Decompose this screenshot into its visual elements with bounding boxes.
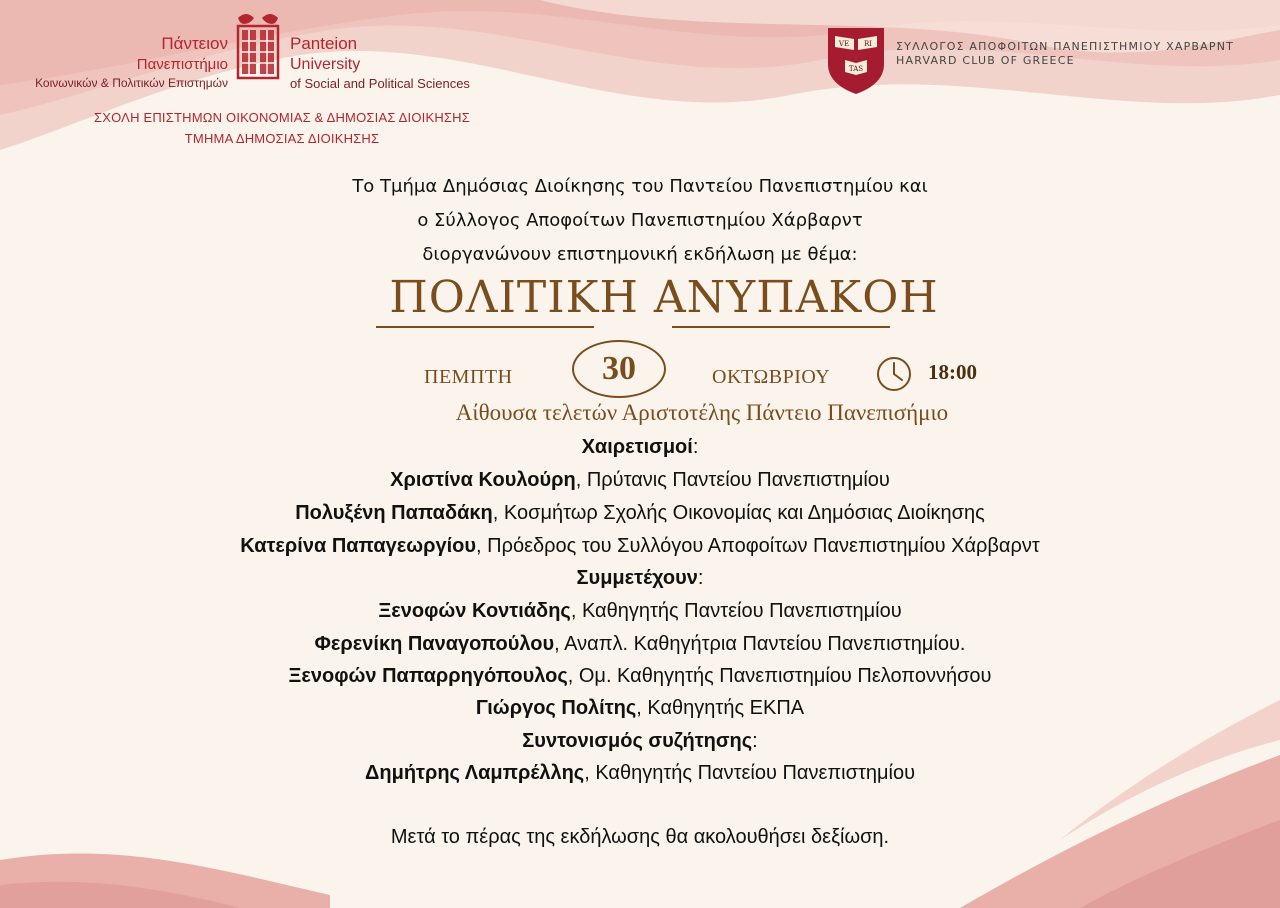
speaker-name: Κατερίνα Παπαγεωργίου [240, 535, 477, 557]
speaker-name: Ξενοφών Κοντιάδης [378, 600, 571, 622]
title-underline-right [672, 326, 890, 328]
intro-line-3: διοργανώνουν επιστημονική εκδήλωση με θέμα: [422, 244, 858, 265]
panteion-name-english-2: University [290, 56, 361, 73]
panteion-emblem-icon [234, 10, 282, 82]
speaker-name: Ξενοφών Παπαρρηγόπουλος [288, 665, 568, 687]
moderator-item: Δημήτρης Λαμπρέλλης, Καθηγητής Παντείου Πανεπιστημίου [364, 762, 916, 784]
panteion-name-greek-1: Πάντειον [161, 34, 228, 53]
speaker-name: Γιώργος Πολίτης [475, 697, 637, 719]
intro-line-1: Το Τμήμα Δημόσιας Διοίκησης του Παντείου Πανεπιστημίου και [352, 176, 928, 197]
participant-item: Ξενοφών Παπαρρηγόπουλος, Ομ. Καθηγητής Πανεπιστημίου Πελοποννήσου [288, 665, 992, 687]
speaker-role: Πρύτανις Παντείου Πανεπιστημίου [586, 469, 890, 491]
greeting-item: Πολυξένη Παπαδάκη, Κοσμήτωρ Σχολής Οικονομίας και Δημόσιας Διοίκησης [295, 502, 985, 524]
closing-note: Μετά το πέρας της εκδήλωσης θα ακολουθήσει δεξίωση. [390, 826, 890, 848]
harvard-club-greek: ΣΥΛΛΟΓΟΣ ΑΠΟΦΟΙΤΩΝ ΠΑΝΕΠΙΣΤΗΜΙΟΥ ΧΑΡΒΑΡΝΤ [896, 40, 1235, 53]
greetings-label: Χαιρετισμοί [581, 436, 693, 458]
harvard-shield-ri: RI [863, 40, 873, 48]
panteion-name-english-3: of Social and Political Sciences [290, 76, 470, 91]
speaker-name: Δημήτρης Λαμπρέλλης [364, 762, 585, 784]
greeting-item: Χριστίνα Κουλούρη, Πρύτανις Παντείου Πανεπιστημίου [390, 469, 890, 491]
event-time: 18:00 [928, 360, 977, 384]
panteion-name-greek-3: Κοινωνικών & Πολιτικών Επιστημών [35, 76, 228, 90]
participant-item: Φερενίκη Παναγοπούλου, Αναπλ. Καθηγήτρια Παντείου Πανεπιστημίου. [314, 633, 966, 655]
participants-label: Συμμετέχουν [576, 567, 698, 589]
department-name: ΤΜΗΜΑ ΔΗΜΟΣΙΑΣ ΔΙΟΙΚΗΣΗΣ [184, 131, 380, 146]
speaker-name: Πολυξένη Παπαδάκη [295, 502, 493, 524]
intro-line-2: ο Σύλλογος Αποφοίτων Πανεπιστημίου Χάρβαρντ [417, 210, 863, 231]
speaker-name: Φερενίκη Παναγοπούλου [314, 633, 555, 655]
speaker-role: Καθηγητής Παντείου Πανεπιστημίου [595, 762, 916, 784]
event-title: ΠΟΛΙΤΙΚΗ ΑΝΥΠΑΚΟΗ [389, 272, 939, 323]
harvard-shield-tas: TAS [848, 65, 864, 73]
school-name: ΣΧΟΛΗ ΕΠΙΣΤΗΜΩΝ ΟΙΚΟΝΟΜΙΑΣ & ΔΗΜΟΣΙΑΣ ΔΙΟΙΚΗΣΗΣ [94, 110, 470, 125]
speaker-role: Ομ. Καθηγητής Πανεπιστημίου Πελοποννήσου [578, 665, 992, 687]
clock-icon [876, 356, 912, 392]
participant-item: Ξενοφών Κοντιάδης, Καθηγητής Παντείου Πανεπιστημίου [378, 600, 902, 622]
panteion-name-english-1: Panteion [290, 34, 358, 53]
event-venue: Αίθουσα τελετών Αριστοτέλης Πάντειο Πανεπισήμιο [455, 400, 949, 425]
panteion-name-greek-2: Πανεπιστήμιο [136, 56, 228, 73]
greeting-item: Κατερίνα Παπαγεωργίου, Πρόεδρος του Συλλόγου Αποφοίτων Πανεπιστημίου Χάρβαρντ [240, 535, 1040, 557]
participants-heading: Συμμετέχουν: [576, 567, 704, 589]
harvard-club-english: HARVARD CLUB OF GREECE [896, 54, 1075, 67]
event-day: 30 [572, 340, 666, 398]
speaker-role: Αναπλ. Καθηγήτρια Παντείου Πανεπιστημίου. [564, 633, 966, 655]
speaker-role: Καθηγητής Παντείου Πανεπιστημίου [581, 600, 902, 622]
harvard-shield-ve: VE [838, 40, 850, 48]
title-underline-left [376, 326, 594, 328]
greetings-heading: Χαιρετισμοί: [581, 436, 699, 458]
participant-item: Γιώργος Πολίτης, Καθηγητής ΕΚΠΑ [475, 697, 805, 719]
speaker-name: Χριστίνα Κουλούρη [390, 469, 576, 491]
speaker-role: Καθηγητής ΕΚΠΑ [647, 697, 805, 719]
speaker-role: Κοσμήτωρ Σχολής Οικονομίας και Δημόσιας Διοίκησης [503, 502, 985, 524]
speaker-role: Πρόεδρος του Συλλόγου Αποφοίτων Πανεπιστημίου Χάρβαρντ [487, 535, 1040, 557]
moderation-label: Συντονισμός συζήτησης [522, 730, 753, 752]
event-month: ΟΚΤΩΒΡΙΟΥ [712, 366, 831, 388]
event-weekday: ΠΕΜΠΤΗ [424, 366, 513, 388]
harvard-shield-icon [826, 26, 886, 96]
moderation-heading: Συντονισμός συζήτησης: [522, 730, 758, 752]
